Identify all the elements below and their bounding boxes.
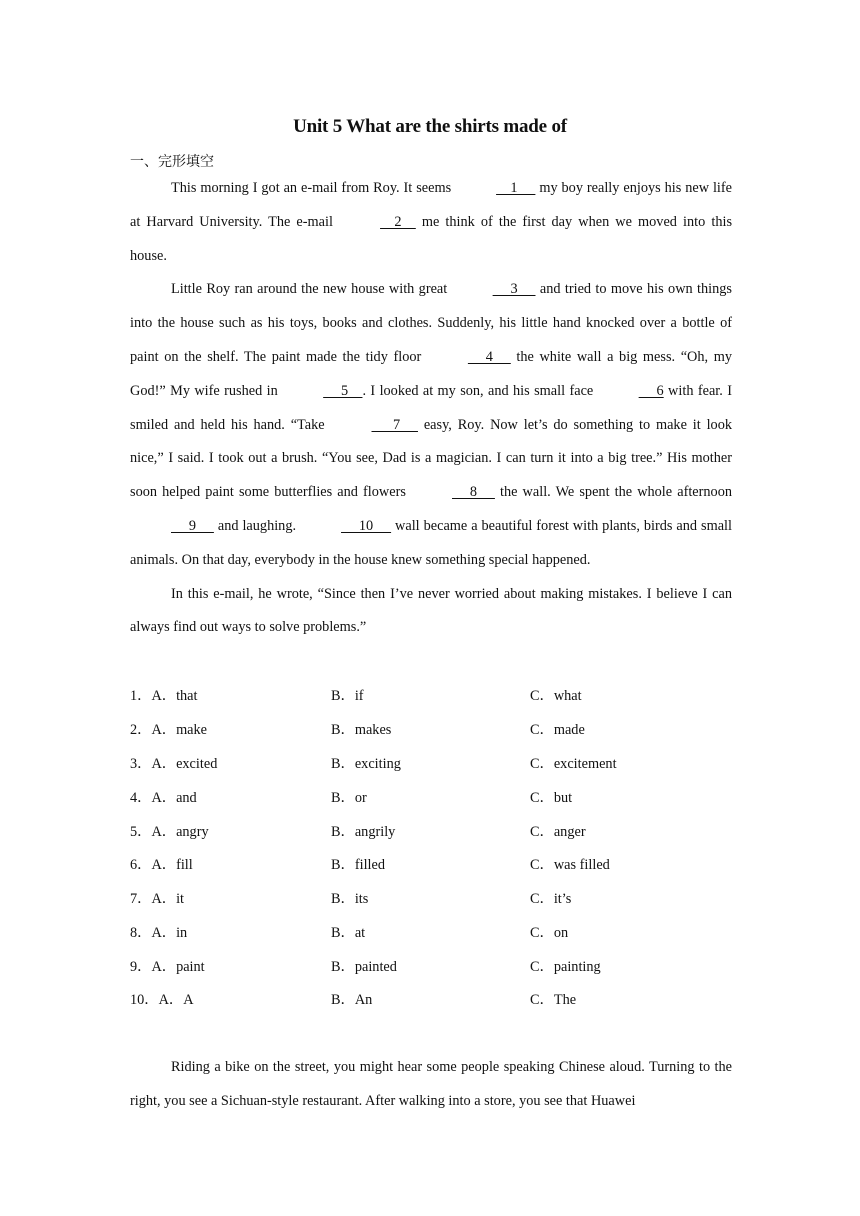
passage-paragraph-2: Little Roy ran around the new house with great 3 and tried to move his own things into the house such as his toys, books and clothes. Suddenly, his little hand knocked over a bottle of paint on the shelf. The paint made the tidy floor 4 the white wall a big mess. “Oh, my God!” My wife rushed in 5 . I looked at my son, and his small face 6 with fear. I smiled and held his hand. “Take 7 easy, Roy. Now let’s do something to make it look nice,” I said. I took out a brush. “You see, Dad is a magician. I can turn it into a big tree.” His mother soon helped paint some butterflies and flowers 8 the wall. We spent the whole afternoon 9 and laughing. 10 wall became a beautiful forest with plants, birds and small animals. On that day, everybody in the house knew something special happened. bbox=[130, 273, 732, 577]
option-c: C．The bbox=[530, 992, 577, 1008]
option-b: B．if bbox=[331, 688, 364, 704]
option-b: B．at bbox=[331, 925, 366, 941]
blank-8: 8 bbox=[452, 484, 495, 501]
question-row-6 bbox=[130, 855, 732, 875]
option-c: C．painting bbox=[530, 959, 601, 975]
blank-1: 1 bbox=[496, 180, 536, 196]
next-passage bbox=[130, 1051, 732, 1119]
option-c: C．excitement bbox=[530, 756, 617, 772]
option-c: C．made bbox=[530, 722, 585, 738]
blank-9: 9 bbox=[171, 517, 214, 534]
blank-6: 6 bbox=[638, 382, 664, 399]
option-c: C．but bbox=[530, 790, 573, 806]
blank-3: 3 bbox=[492, 281, 536, 298]
question-row-10 bbox=[130, 990, 732, 1010]
option-a: 6．A．fill bbox=[130, 857, 193, 873]
question-row-2 bbox=[130, 720, 732, 740]
blank-7: 7 bbox=[371, 416, 418, 433]
option-c: C．on bbox=[530, 925, 569, 941]
question-row-7 bbox=[130, 889, 732, 909]
option-a: 2．A．make bbox=[130, 722, 208, 738]
blank-10: 10 bbox=[341, 517, 392, 534]
question-row-9 bbox=[130, 957, 732, 977]
option-b: B．its bbox=[331, 891, 369, 907]
option-a: 7．A．it bbox=[130, 891, 185, 907]
option-c: C．anger bbox=[530, 824, 586, 840]
option-a: 5．A．angry bbox=[130, 824, 209, 840]
option-b: B．An bbox=[331, 992, 373, 1008]
option-a: 9．A．paint bbox=[130, 959, 205, 975]
passage-paragraph-3: In this e-mail, he wrote, “Since then I’ve never worried about making mistakes. I believe I can always find out ways to solve problems.” bbox=[130, 585, 732, 636]
option-b: B．or bbox=[331, 790, 367, 806]
option-c: C．was filled bbox=[530, 857, 610, 873]
option-a: 3．A．excited bbox=[130, 756, 218, 772]
option-c: C．it’s bbox=[530, 891, 572, 907]
option-a: 8．A．in bbox=[130, 925, 188, 941]
option-c: C．what bbox=[530, 688, 582, 704]
option-a: 1．A．that bbox=[130, 688, 198, 704]
question-row-1 bbox=[130, 686, 732, 706]
section-heading: 一、完形填空 bbox=[130, 154, 214, 170]
option-b: B．exciting bbox=[331, 756, 401, 772]
question-row-4 bbox=[130, 788, 732, 808]
option-b: B．filled bbox=[331, 857, 386, 873]
passage-paragraph-4: Riding a bike on the street, you might hear some people speaking Chinese aloud. Turning to the right, you see a Sichuan-style restaurant. After walking into a store, you see that Huawei bbox=[130, 1059, 732, 1109]
page-title: Unit 5 What are the shirts made of bbox=[293, 116, 567, 137]
option-b: B．makes bbox=[331, 722, 392, 738]
blank-4: 4 bbox=[467, 348, 511, 365]
option-a: 10．A．A bbox=[130, 992, 194, 1008]
question-row-5 bbox=[130, 822, 732, 842]
passage-paragraph-1: This morning I got an e-mail from Roy. It seems 1 my boy really enjoys his new life at Harvard University. The e-mail 2 me think of the first day when we moved into this house. bbox=[130, 172, 732, 273]
question-row-3 bbox=[130, 754, 732, 774]
cloze-passage bbox=[130, 172, 732, 645]
option-b: B．angrily bbox=[331, 824, 396, 840]
blank-2: 2 bbox=[380, 213, 416, 230]
option-a: 4．A．and bbox=[130, 790, 197, 806]
question-row-8 bbox=[130, 923, 732, 943]
blank-5: 5 bbox=[323, 382, 363, 399]
option-b: B．painted bbox=[331, 959, 397, 975]
